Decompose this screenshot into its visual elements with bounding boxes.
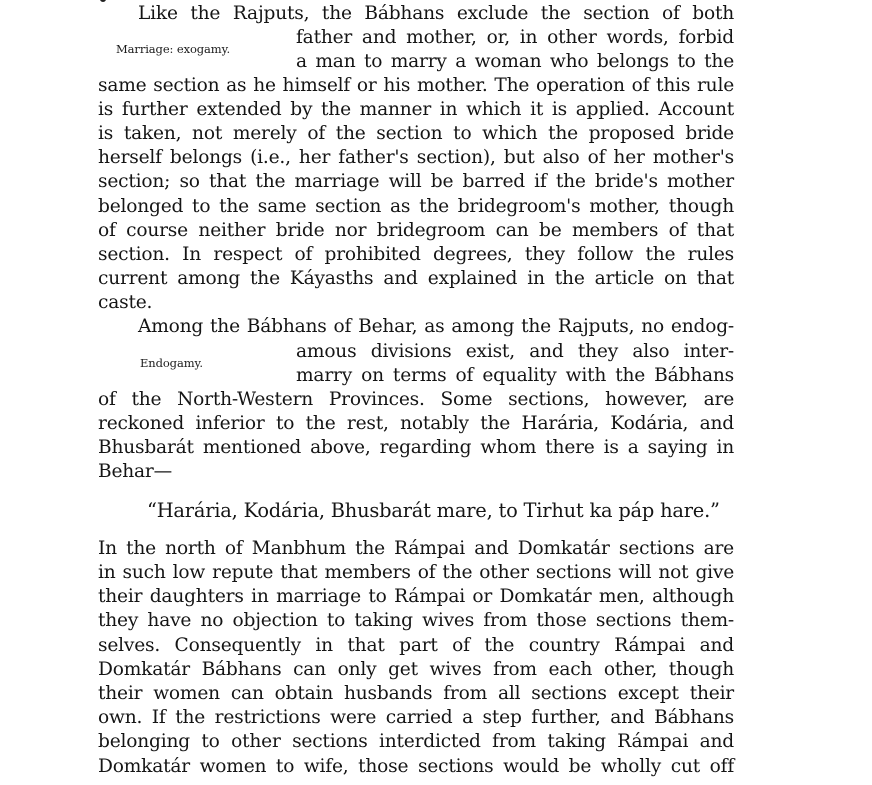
text-line: marry on terms of equality with the Bábhans <box>296 365 734 386</box>
text-line: herself belongs (i.e., her father's section), but also of her mother's <box>98 147 734 168</box>
text-line: reckoned inferior to the rest, notably the Harária, Kodária, and <box>98 413 734 434</box>
text-line: Among the Bábhans of Behar, as among the Rajputs, no endog- <box>138 316 734 337</box>
text-line: same section as he himself or his mother. The operation of this rule <box>98 75 734 96</box>
text-line: own. If the restrictions were carried a step further, and Bábhans <box>98 707 734 728</box>
text-line: section. In respect of prohibited degrees, they follow the rules <box>98 244 734 265</box>
text-line: amous divisions exist, and they also inter- <box>296 341 734 362</box>
text-line: is taken, not merely of the section to which the proposed bride <box>98 123 734 144</box>
text-line: a man to marry a woman who belongs to the <box>296 51 734 72</box>
text-line: of the North-Western Provinces. Some sections, however, are <box>98 389 734 410</box>
sidenote-marriage-exogamy: Marriage: exogamy. <box>116 42 231 56</box>
text-line: their daughters in marriage to Rámpai or Domkatár men, although <box>98 586 734 607</box>
text-line: they have no objection to taking wives from those sections them- <box>98 610 734 631</box>
text-line: belonged to the same section as the bridegroom's mother, though <box>98 196 734 217</box>
text-line: their women can obtain husbands from all sections except their <box>98 683 734 704</box>
text-line: belonging to other sections interdicted from taking Rámpai and <box>98 731 734 752</box>
text-line: caste. <box>98 292 153 313</box>
text-line: Bhusbarát mentioned above, regarding whom there is a saying in <box>98 437 734 458</box>
text-line: In the north of Manbhum the Rámpai and Domkatár sections are <box>98 538 734 559</box>
text-line: Domkatár women to wife, those sections would be wholly cut off <box>98 756 734 777</box>
text-line: current among the Káyasths and explained in the article on that <box>98 268 734 289</box>
text-line: Behar— <box>98 461 173 482</box>
text-line: is further extended by the manner in which it is applied. Account <box>98 99 734 120</box>
text-line: Like the Rajputs, the Bábhans exclude the section of both <box>138 3 734 24</box>
text-line: in such low repute that members of the other sections will not give <box>98 562 734 583</box>
text-line: of course neither bride nor bridegroom can be members of that <box>98 220 734 241</box>
stray-ink-mark <box>100 0 106 2</box>
sidenote-endogamy: Endogamy. <box>140 356 203 370</box>
text-line: Domkatár Bábhans can only get wives from each other, though <box>98 659 734 680</box>
text-line: selves. Consequently in that part of the country Rámpai and <box>98 635 734 656</box>
text-line: father and mother, or, in other words, forbid <box>296 27 734 48</box>
quoted-saying: “Harária, Kodária, Bhusbarát mare, to Tirhut ka páp hare.” <box>147 499 720 522</box>
text-line: section; so that the marriage will be barred if the bride's mother <box>98 171 734 192</box>
